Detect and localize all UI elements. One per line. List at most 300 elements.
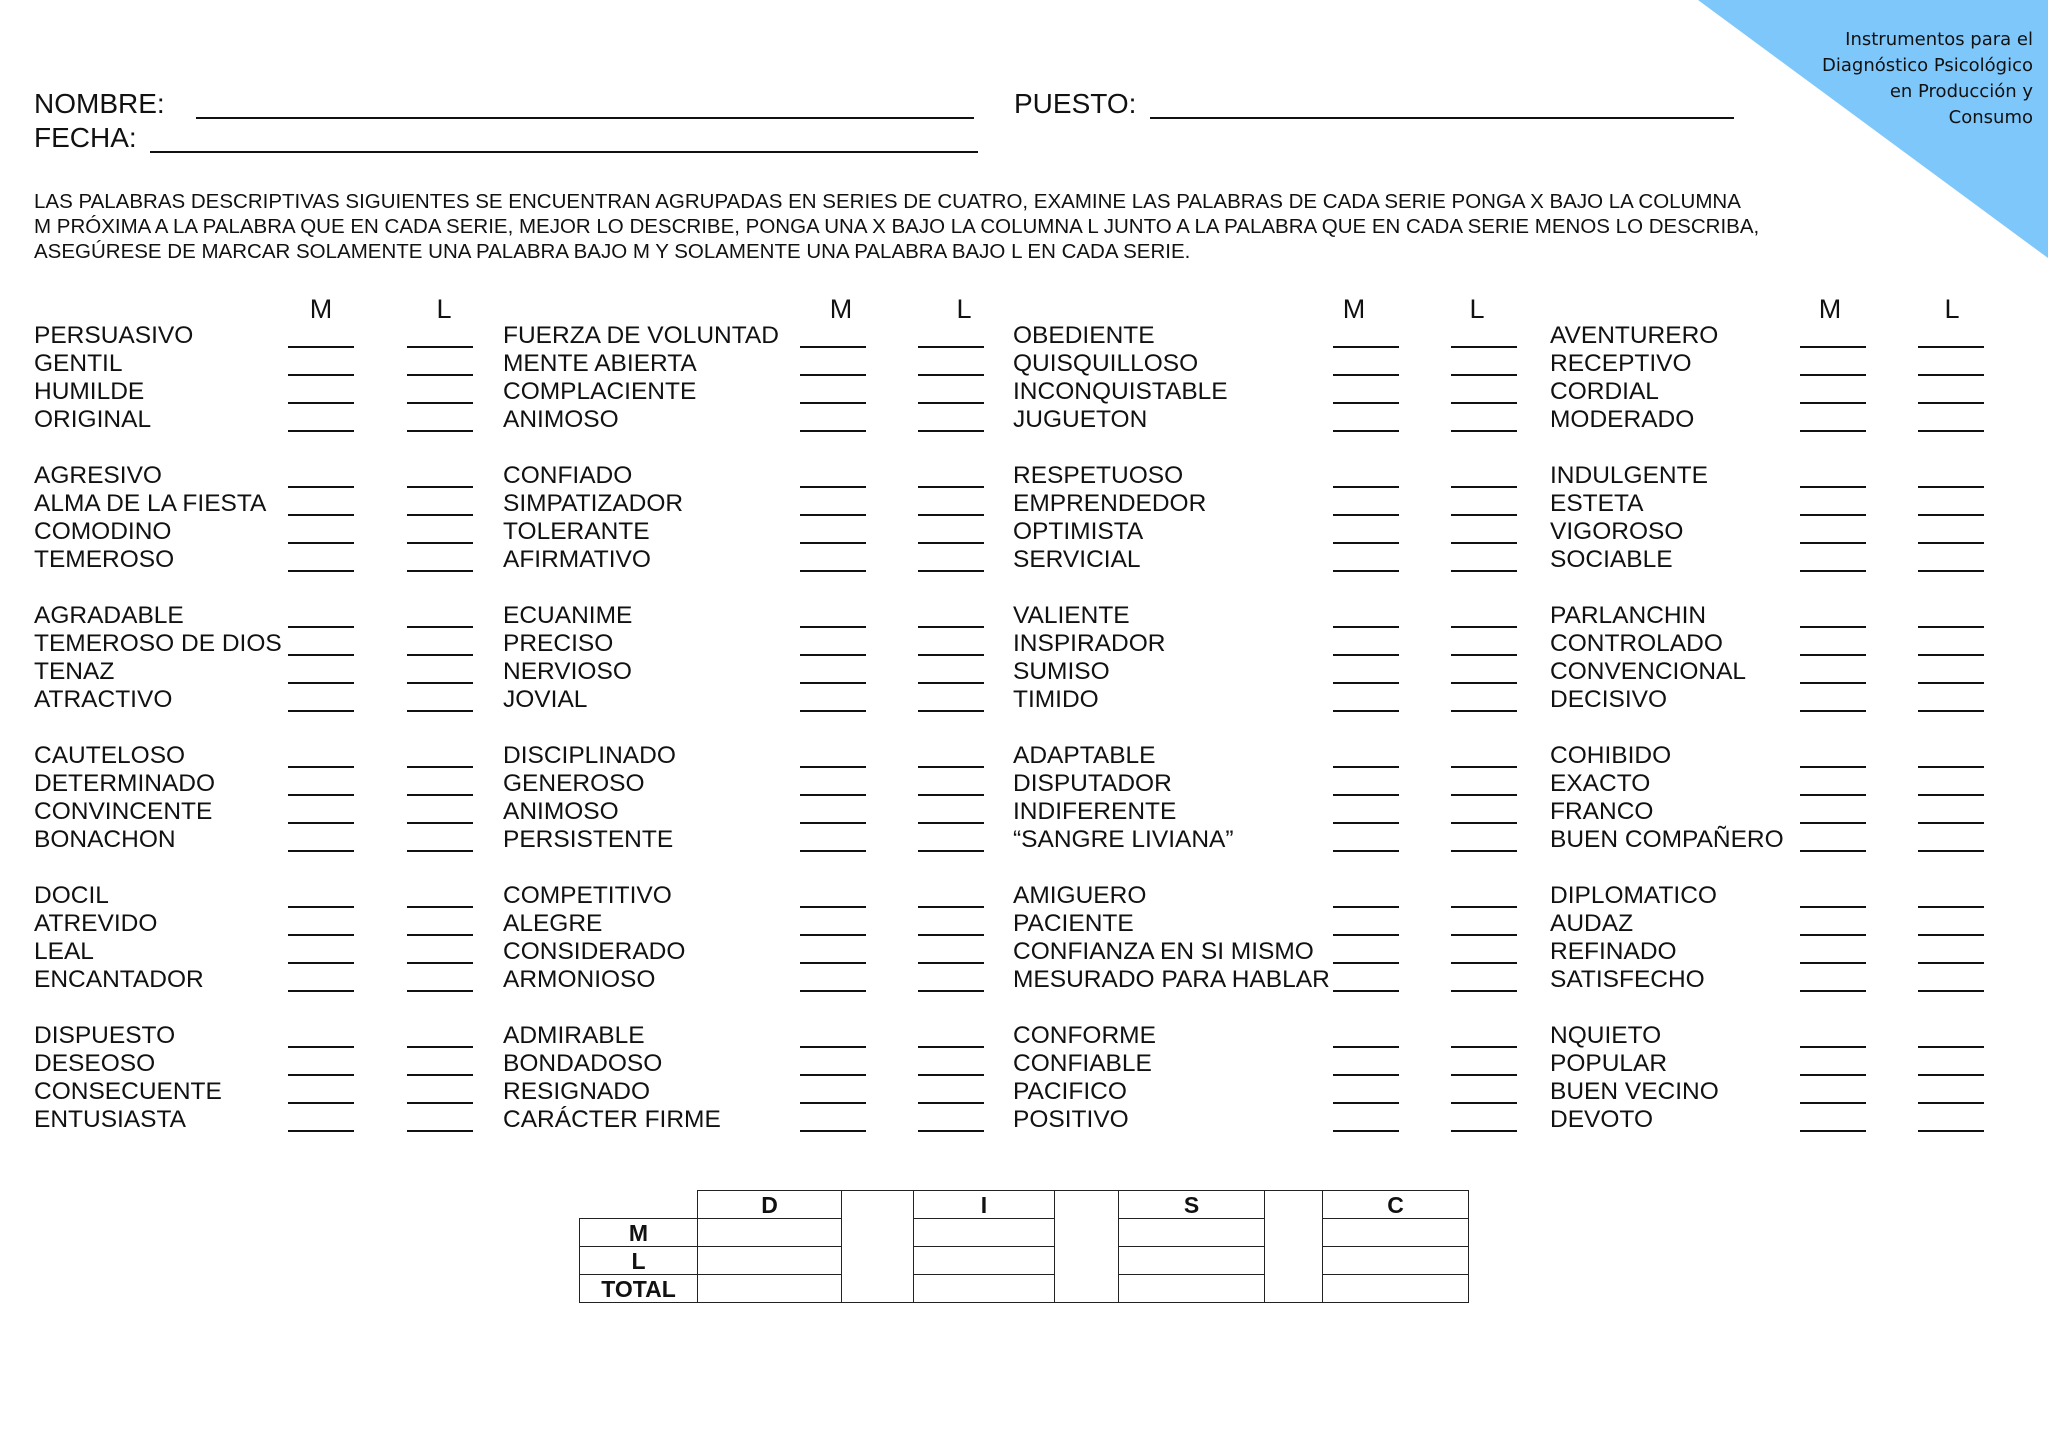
mark-m-blank[interactable]	[1800, 822, 1866, 824]
score-cell[interactable]	[698, 1219, 842, 1247]
mark-m-blank[interactable]	[800, 710, 866, 712]
mark-l-blank[interactable]	[1918, 906, 1984, 908]
descriptor-word: MESURADO PARA HABLAR	[1013, 966, 1330, 993]
mark-m-blank[interactable]	[288, 962, 354, 964]
mark-m-blank[interactable]	[800, 850, 866, 852]
descriptor-word: DISPUESTO	[34, 1022, 176, 1049]
descriptor-word: VALIENTE	[1013, 602, 1130, 629]
mark-m-blank[interactable]	[1333, 514, 1399, 516]
mark-l-blank[interactable]	[407, 430, 473, 432]
descriptor-word: NERVIOSO	[503, 658, 632, 685]
mark-m-blank[interactable]	[1333, 1046, 1399, 1048]
mark-m-blank[interactable]	[288, 682, 354, 684]
mark-l-blank[interactable]	[1451, 962, 1517, 964]
mark-m-blank[interactable]	[1800, 654, 1866, 656]
mark-m-blank[interactable]	[800, 402, 866, 404]
descriptor-word: RESIGNADO	[503, 1078, 651, 1105]
mark-l-blank[interactable]	[918, 766, 984, 768]
mark-l-blank[interactable]	[407, 1074, 473, 1076]
descriptor-word: INSPIRADOR	[1013, 630, 1166, 657]
score-cell[interactable]	[1323, 1275, 1469, 1303]
puesto-field[interactable]	[1150, 117, 1734, 119]
descriptor-word: DISCIPLINADO	[503, 742, 676, 769]
descriptor-word: PACIENTE	[1013, 910, 1134, 937]
descriptor-word: OPTIMISTA	[1013, 518, 1144, 545]
mark-m-blank[interactable]	[800, 934, 866, 936]
mark-l-blank[interactable]	[1451, 906, 1517, 908]
mark-l-blank[interactable]	[918, 794, 984, 796]
mark-m-blank[interactable]	[288, 850, 354, 852]
header-cell-s: S	[1119, 1191, 1265, 1219]
mark-l-blank[interactable]	[918, 402, 984, 404]
descriptor-word: ESTETA	[1550, 490, 1644, 517]
mark-m-blank[interactable]	[1333, 570, 1399, 572]
mark-l-blank[interactable]	[407, 374, 473, 376]
mark-m-blank[interactable]	[1333, 654, 1399, 656]
descriptor-word: BUEN COMPAÑERO	[1550, 826, 1784, 853]
mark-m-blank[interactable]	[1800, 906, 1866, 908]
header-cell-c: C	[1323, 1191, 1469, 1219]
descriptor-word: CONFIADO	[503, 462, 633, 489]
mark-l-blank[interactable]	[1918, 1074, 1984, 1076]
descriptor-word: AUDAZ	[1550, 910, 1634, 937]
descriptor-word: PARLANCHIN	[1550, 602, 1707, 629]
nombre-field[interactable]	[196, 117, 974, 119]
score-cell[interactable]	[914, 1275, 1055, 1303]
descriptor-word: ORIGINAL	[34, 406, 152, 433]
mark-l-blank[interactable]	[407, 654, 473, 656]
descriptor-word: LEAL	[34, 938, 94, 965]
mark-m-blank[interactable]	[288, 626, 354, 628]
mark-l-blank[interactable]	[1451, 346, 1517, 348]
mark-m-blank[interactable]	[1800, 402, 1866, 404]
mark-l-blank[interactable]	[1451, 682, 1517, 684]
mark-m-blank[interactable]	[1800, 990, 1866, 992]
mark-m-blank[interactable]	[1800, 794, 1866, 796]
column-l-header: L	[436, 294, 452, 324]
mark-l-blank[interactable]	[407, 542, 473, 544]
descriptor-word: REFINADO	[1550, 938, 1677, 965]
score-cell[interactable]	[914, 1247, 1055, 1275]
mark-l-blank[interactable]	[1451, 570, 1517, 572]
score-table	[579, 1190, 1469, 1303]
mark-l-blank[interactable]	[1918, 682, 1984, 684]
mark-l-blank[interactable]	[407, 682, 473, 684]
mark-l-blank[interactable]	[918, 990, 984, 992]
mark-l-blank[interactable]	[407, 570, 473, 572]
row-label-m: M	[580, 1219, 698, 1247]
mark-m-blank[interactable]	[288, 654, 354, 656]
mark-m-blank[interactable]	[288, 346, 354, 348]
mark-m-blank[interactable]	[800, 514, 866, 516]
mark-l-blank[interactable]	[1918, 430, 1984, 432]
descriptor-word: SIMPATIZADOR	[503, 490, 684, 517]
mark-m-blank[interactable]	[1800, 962, 1866, 964]
mark-m-blank[interactable]	[800, 794, 866, 796]
mark-m-blank[interactable]	[1800, 710, 1866, 712]
mark-m-blank[interactable]	[288, 934, 354, 936]
mark-m-blank[interactable]	[288, 822, 354, 824]
column-m-header: M	[309, 294, 333, 324]
mark-m-blank[interactable]	[288, 430, 354, 432]
mark-m-blank[interactable]	[288, 402, 354, 404]
mark-l-blank[interactable]	[918, 934, 984, 936]
mark-l-blank[interactable]	[918, 710, 984, 712]
mark-l-blank[interactable]	[407, 906, 473, 908]
mark-l-blank[interactable]	[918, 626, 984, 628]
mark-m-blank[interactable]	[1333, 402, 1399, 404]
mark-m-blank[interactable]	[1333, 962, 1399, 964]
mark-l-blank[interactable]	[1451, 430, 1517, 432]
mark-l-blank[interactable]	[1918, 1130, 1984, 1132]
instructions-line: LAS PALABRAS DESCRIPTIVAS SIGUIENTES SE ENCUENTRAN AGRUPADAS EN SERIES DE CUATRO, EXAMINE LAS PALABRAS DE CADA SERIE PONGA X BAJO LA COLUMNA	[34, 190, 1741, 213]
mark-l-blank[interactable]	[407, 822, 473, 824]
mark-m-blank[interactable]	[1333, 850, 1399, 852]
descriptor-word: ANIMOSO	[503, 406, 619, 433]
descriptor-word: DIPLOMATICO	[1550, 882, 1717, 909]
fecha-field[interactable]	[150, 151, 978, 153]
score-cell[interactable]	[698, 1247, 842, 1275]
mark-m-blank[interactable]	[1800, 570, 1866, 572]
descriptor-word: DOCIL	[34, 882, 109, 909]
score-cell[interactable]	[1119, 1247, 1265, 1275]
mark-l-blank[interactable]	[1918, 850, 1984, 852]
descriptor-word: RECEPTIVO	[1550, 350, 1692, 377]
descriptor-word: QUISQUILLOSO	[1013, 350, 1199, 377]
mark-m-blank[interactable]	[288, 542, 354, 544]
mark-l-blank[interactable]	[918, 430, 984, 432]
mark-m-blank[interactable]	[288, 514, 354, 516]
descriptor-word: COMPETITIVO	[503, 882, 672, 909]
mark-l-blank[interactable]	[1918, 402, 1984, 404]
mark-l-blank[interactable]	[918, 1046, 984, 1048]
descriptor-word: BONACHON	[34, 826, 176, 853]
mark-m-blank[interactable]	[800, 906, 866, 908]
descriptor-word: ATREVIDO	[34, 910, 158, 937]
mark-m-blank[interactable]	[288, 570, 354, 572]
mark-m-blank[interactable]	[800, 346, 866, 348]
mark-m-blank[interactable]	[1800, 766, 1866, 768]
descriptor-word: NQUIETO	[1550, 1022, 1662, 1049]
descriptor-word: BUEN VECINO	[1550, 1078, 1719, 1105]
mark-l-blank[interactable]	[1451, 794, 1517, 796]
mark-l-blank[interactable]	[1451, 626, 1517, 628]
score-cell[interactable]	[1323, 1219, 1469, 1247]
mark-m-blank[interactable]	[1333, 1074, 1399, 1076]
mark-l-blank[interactable]	[1451, 850, 1517, 852]
descriptor-word: TENAZ	[34, 658, 115, 685]
mark-l-blank[interactable]	[1918, 542, 1984, 544]
mark-m-blank[interactable]	[1800, 850, 1866, 852]
mark-m-blank[interactable]	[1800, 626, 1866, 628]
mark-l-blank[interactable]	[918, 906, 984, 908]
mark-m-blank[interactable]	[1800, 1130, 1866, 1132]
mark-l-blank[interactable]	[1451, 1102, 1517, 1104]
mark-l-blank[interactable]	[918, 682, 984, 684]
mark-l-blank[interactable]	[1918, 514, 1984, 516]
descriptor-word: CAUTELOSO	[34, 742, 186, 769]
mark-l-blank[interactable]	[1451, 710, 1517, 712]
mark-l-blank[interactable]	[1918, 626, 1984, 628]
mark-m-blank[interactable]	[288, 710, 354, 712]
descriptor-word: AFIRMATIVO	[503, 546, 651, 573]
mark-l-blank[interactable]	[918, 962, 984, 964]
mark-l-blank[interactable]	[918, 1130, 984, 1132]
corner-caption	[1773, 27, 2033, 131]
column-m-header: M	[1342, 294, 1366, 324]
descriptor-word: TEMEROSO	[34, 546, 175, 573]
mark-l-blank[interactable]	[1451, 514, 1517, 516]
mark-l-blank[interactable]	[407, 990, 473, 992]
descriptor-word: ENTUSIASTA	[34, 1106, 187, 1133]
mark-l-blank[interactable]	[1918, 962, 1984, 964]
descriptor-word: ENCANTADOR	[34, 966, 204, 993]
descriptor-word: POSITIVO	[1013, 1106, 1129, 1133]
column-l-header: L	[1944, 294, 1960, 324]
descriptor-word: TIMIDO	[1013, 686, 1099, 713]
descriptor-word: JUGUETON	[1013, 406, 1148, 433]
descriptor-word: ADMIRABLE	[503, 1022, 645, 1049]
mark-l-blank[interactable]	[918, 542, 984, 544]
nombre-label: NOMBRE:	[34, 88, 165, 119]
mark-l-blank[interactable]	[1451, 766, 1517, 768]
corner-caption-line: Diagnóstico Psicológico	[1822, 55, 2033, 76]
descriptor-word: SATISFECHO	[1550, 966, 1705, 993]
mark-m-blank[interactable]	[1333, 1102, 1399, 1104]
mark-m-blank[interactable]	[800, 1102, 866, 1104]
mark-m-blank[interactable]	[1800, 486, 1866, 488]
mark-m-blank[interactable]	[1333, 794, 1399, 796]
mark-m-blank[interactable]	[800, 626, 866, 628]
mark-l-blank[interactable]	[407, 486, 473, 488]
mark-l-blank[interactable]	[1451, 990, 1517, 992]
separator-cell	[1055, 1191, 1119, 1303]
mark-l-blank[interactable]	[1918, 822, 1984, 824]
mark-m-blank[interactable]	[1800, 1074, 1866, 1076]
mark-l-blank[interactable]	[918, 822, 984, 824]
mark-m-blank[interactable]	[1800, 1046, 1866, 1048]
descriptor-word: CONFIANZA EN SI MISMO	[1013, 938, 1314, 965]
descriptor-word: AGRADABLE	[34, 602, 184, 629]
descriptor-word: SERVICIAL	[1013, 546, 1141, 573]
score-cell[interactable]	[1119, 1275, 1265, 1303]
mark-l-blank[interactable]	[1918, 710, 1984, 712]
mark-l-blank[interactable]	[918, 570, 984, 572]
table-corner	[580, 1191, 698, 1219]
puesto-label: PUESTO:	[1014, 88, 1137, 119]
mark-l-blank[interactable]	[1918, 346, 1984, 348]
mark-l-blank[interactable]	[1918, 374, 1984, 376]
mark-m-blank[interactable]	[800, 766, 866, 768]
mark-l-blank[interactable]	[407, 514, 473, 516]
mark-m-blank[interactable]	[288, 1046, 354, 1048]
descriptor-word: INDULGENTE	[1550, 462, 1708, 489]
mark-m-blank[interactable]	[1333, 934, 1399, 936]
mark-m-blank[interactable]	[800, 962, 866, 964]
column-l-header: L	[1469, 294, 1485, 324]
descriptor-word: DISPUTADOR	[1013, 770, 1172, 797]
mark-m-blank[interactable]	[1333, 346, 1399, 348]
descriptor-word: VIGOROSO	[1550, 518, 1684, 545]
mark-l-blank[interactable]	[407, 1046, 473, 1048]
mark-l-blank[interactable]	[1918, 570, 1984, 572]
mark-l-blank[interactable]	[918, 654, 984, 656]
mark-m-blank[interactable]	[800, 1130, 866, 1132]
mark-l-blank[interactable]	[918, 486, 984, 488]
descriptor-word: OBEDIENTE	[1013, 322, 1155, 349]
mark-l-blank[interactable]	[407, 626, 473, 628]
descriptor-word: ALMA DE LA FIESTA	[34, 490, 267, 517]
row-label-l: L	[580, 1247, 698, 1275]
mark-m-blank[interactable]	[1800, 542, 1866, 544]
descriptor-word: ALEGRE	[503, 910, 603, 937]
mark-m-blank[interactable]	[288, 486, 354, 488]
header-cell-i: I	[914, 1191, 1055, 1219]
mark-m-blank[interactable]	[800, 542, 866, 544]
descriptor-word: DESEOSO	[34, 1050, 156, 1077]
mark-l-blank[interactable]	[1918, 1046, 1984, 1048]
mark-m-blank[interactable]	[1800, 682, 1866, 684]
descriptor-word: ECUANIME	[503, 602, 633, 629]
mark-l-blank[interactable]	[407, 934, 473, 936]
mark-m-blank[interactable]	[1800, 346, 1866, 348]
mark-l-blank[interactable]	[407, 850, 473, 852]
mark-m-blank[interactable]	[800, 430, 866, 432]
mark-l-blank[interactable]	[1451, 374, 1517, 376]
mark-m-blank[interactable]	[288, 1074, 354, 1076]
mark-l-blank[interactable]	[1451, 1046, 1517, 1048]
mark-m-blank[interactable]	[288, 990, 354, 992]
descriptor-word: COHIBIDO	[1550, 742, 1672, 769]
mark-m-blank[interactable]	[1333, 542, 1399, 544]
mark-l-blank[interactable]	[407, 794, 473, 796]
mark-m-blank[interactable]	[800, 570, 866, 572]
mark-l-blank[interactable]	[1918, 934, 1984, 936]
mark-l-blank[interactable]	[407, 346, 473, 348]
descriptor-word: DETERMINADO	[34, 770, 216, 797]
mark-m-blank[interactable]	[800, 822, 866, 824]
mark-m-blank[interactable]	[288, 1102, 354, 1104]
mark-m-blank[interactable]	[288, 794, 354, 796]
fecha-label: FECHA:	[34, 122, 137, 153]
descriptor-word: DECISIVO	[1550, 686, 1668, 713]
mark-m-blank[interactable]	[1800, 374, 1866, 376]
mark-l-blank[interactable]	[407, 710, 473, 712]
mark-m-blank[interactable]	[1800, 430, 1866, 432]
mark-m-blank[interactable]	[1333, 374, 1399, 376]
mark-l-blank[interactable]	[1451, 1074, 1517, 1076]
descriptor-word: EMPRENDEDOR	[1013, 490, 1207, 517]
descriptor-word: COMPLACIENTE	[503, 378, 697, 405]
mark-m-blank[interactable]	[1333, 486, 1399, 488]
descriptor-word: CORDIAL	[1550, 378, 1659, 405]
mark-m-blank[interactable]	[800, 654, 866, 656]
mark-l-blank[interactable]	[407, 962, 473, 964]
mark-m-blank[interactable]	[1333, 430, 1399, 432]
mark-m-blank[interactable]	[288, 766, 354, 768]
mark-l-blank[interactable]	[407, 766, 473, 768]
mark-m-blank[interactable]	[800, 486, 866, 488]
score-cell[interactable]	[698, 1275, 842, 1303]
mark-m-blank[interactable]	[288, 374, 354, 376]
corner-caption-line: en Producción y	[1889, 81, 2033, 102]
mark-l-blank[interactable]	[1918, 990, 1984, 992]
mark-l-blank[interactable]	[1918, 766, 1984, 768]
mark-l-blank[interactable]	[1918, 794, 1984, 796]
mark-l-blank[interactable]	[1451, 654, 1517, 656]
mark-l-blank[interactable]	[1451, 402, 1517, 404]
mark-m-blank[interactable]	[800, 1046, 866, 1048]
mark-l-blank[interactable]	[407, 1130, 473, 1132]
mark-l-blank[interactable]	[1451, 934, 1517, 936]
row-label-total: TOTAL	[580, 1275, 698, 1303]
mark-m-blank[interactable]	[1800, 1102, 1866, 1104]
descriptor-word: ADAPTABLE	[1013, 742, 1156, 769]
descriptor-word: TEMEROSO DE DIOS	[34, 630, 282, 657]
descriptor-word: HUMILDE	[34, 378, 145, 405]
mark-m-blank[interactable]	[1333, 626, 1399, 628]
mark-m-blank[interactable]	[1333, 682, 1399, 684]
mark-m-blank[interactable]	[1333, 990, 1399, 992]
score-cell[interactable]	[1119, 1219, 1265, 1247]
mark-l-blank[interactable]	[918, 514, 984, 516]
descriptor-word: MENTE ABIERTA	[503, 350, 697, 377]
mark-m-blank[interactable]	[1333, 906, 1399, 908]
score-cell[interactable]	[914, 1219, 1055, 1247]
mark-l-blank[interactable]	[918, 850, 984, 852]
mark-m-blank[interactable]	[800, 1074, 866, 1076]
mark-m-blank[interactable]	[1333, 822, 1399, 824]
descriptor-word: TOLERANTE	[503, 518, 650, 545]
mark-m-blank[interactable]	[1333, 710, 1399, 712]
mark-l-blank[interactable]	[1918, 654, 1984, 656]
descriptor-word: RESPETUOSO	[1013, 462, 1184, 489]
mark-l-blank[interactable]	[918, 346, 984, 348]
corner-caption-line: Instrumentos para el	[1845, 29, 2033, 50]
descriptor-word: ANIMOSO	[503, 798, 619, 825]
descriptor-word: CONTROLADO	[1550, 630, 1723, 657]
mark-m-blank[interactable]	[288, 906, 354, 908]
mark-m-blank[interactable]	[1333, 766, 1399, 768]
mark-m-blank[interactable]	[1333, 1130, 1399, 1132]
mark-m-blank[interactable]	[800, 990, 866, 992]
mark-m-blank[interactable]	[288, 1130, 354, 1132]
descriptor-word: FRANCO	[1550, 798, 1654, 825]
score-cell[interactable]	[1323, 1247, 1469, 1275]
mark-l-blank[interactable]	[1451, 1130, 1517, 1132]
mark-l-blank[interactable]	[1918, 486, 1984, 488]
mark-m-blank[interactable]	[1800, 934, 1866, 936]
mark-l-blank[interactable]	[407, 1102, 473, 1104]
descriptor-word: AMIGUERO	[1013, 882, 1147, 909]
mark-l-blank[interactable]	[918, 1102, 984, 1104]
descriptor-word: PERSISTENTE	[503, 826, 674, 853]
mark-m-blank[interactable]	[800, 374, 866, 376]
descriptor-word: CONVENCIONAL	[1550, 658, 1747, 685]
column-m-header: M	[829, 294, 853, 324]
mark-m-blank[interactable]	[800, 682, 866, 684]
mark-l-blank[interactable]	[918, 374, 984, 376]
mark-l-blank[interactable]	[1451, 486, 1517, 488]
descriptor-word: INDIFERENTE	[1013, 798, 1177, 825]
mark-l-blank[interactable]	[1451, 822, 1517, 824]
descriptor-word: AGRESIVO	[34, 462, 162, 489]
mark-m-blank[interactable]	[1800, 514, 1866, 516]
mark-l-blank[interactable]	[918, 1074, 984, 1076]
mark-l-blank[interactable]	[1918, 1102, 1984, 1104]
mark-l-blank[interactable]	[1451, 542, 1517, 544]
mark-l-blank[interactable]	[407, 402, 473, 404]
